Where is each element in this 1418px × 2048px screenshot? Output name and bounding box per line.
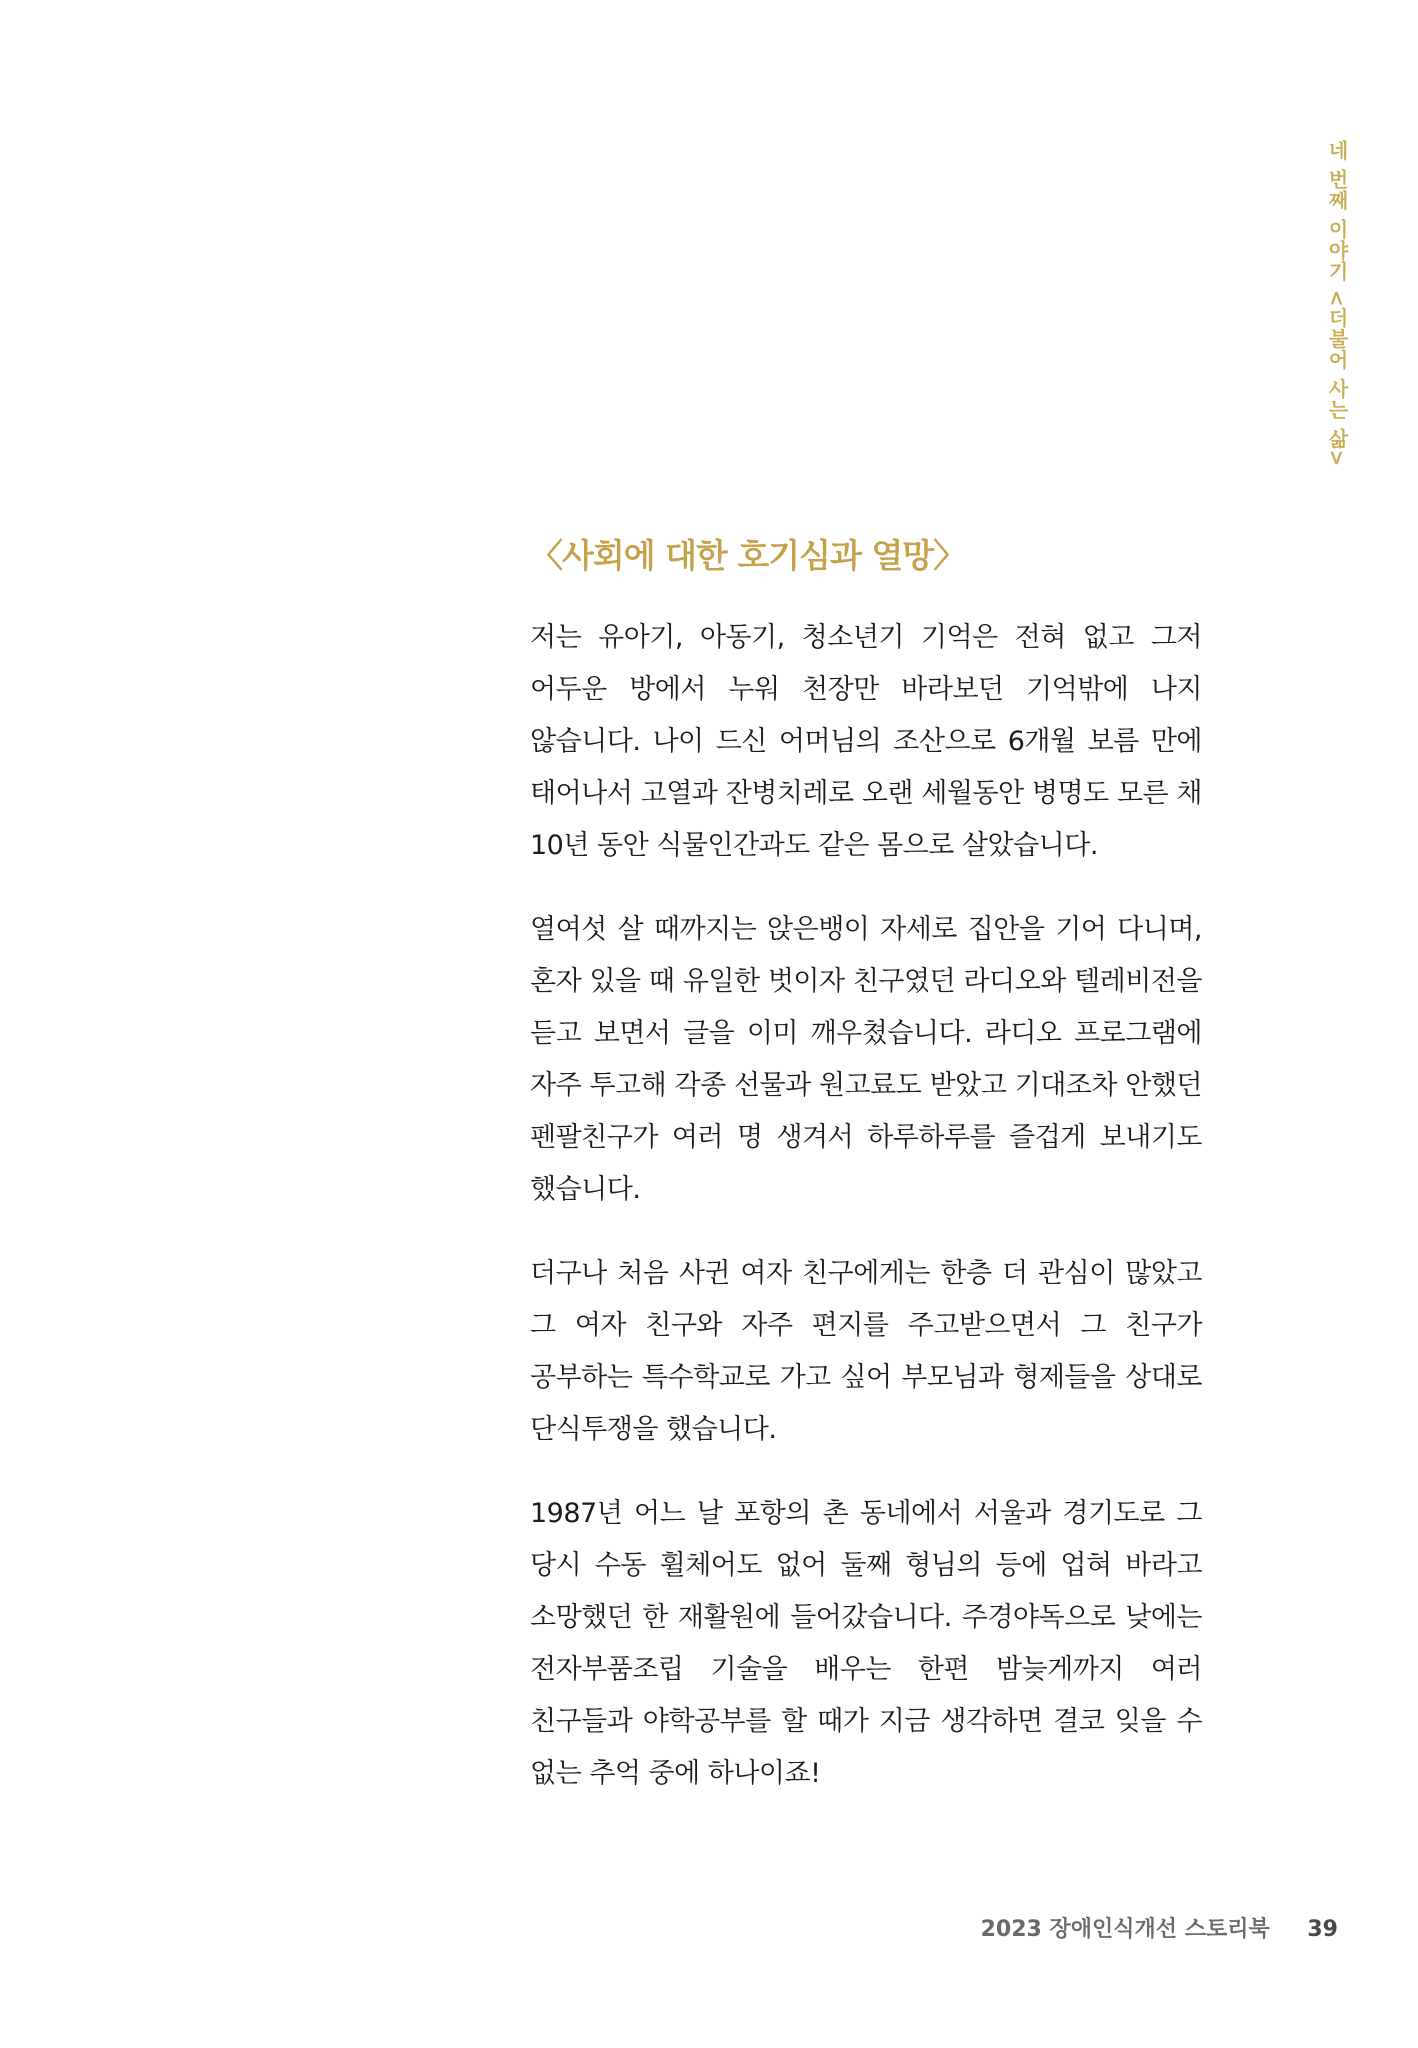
paragraph-1: 저는 유아기, 아동기, 청소년기 기억은 전혀 없고 그저 어두운 방에서 누워 천장만 바라보던 기억밖에 나지 않습니다. 나이 드신 어머님의 조산으로 6개월 보름 만에 태어나서 고열과 잔병치레로 오랜 세월동안 병명도 모른 채 10년 동안 식물인간과도 같은 몸으로 살았습니다. xyxy=(530,622,1202,861)
page-number: 39 xyxy=(1307,1917,1338,1942)
section-heading: 〈사회에 대한 호기심과 열망〉 xyxy=(530,536,966,575)
footer-book-title: 2023 장애인식개선 스토리북 xyxy=(980,1917,1270,1942)
paragraph-2: 열여섯 살 때까지는 앉은뱅이 자세로 집안을 기어 다니며, 혼자 있을 때 유일한 벗이자 친구였던 라디오와 텔레비전을 듣고 보면서 글을 이미 깨우쳤습니다. 라디오 프로그램에 자주 투고해 각종 선물과 원고료도 받았고 기대조차 안했던 펜팔친구가 여러 명 생겨서 하루하루를 즐겁게 보내기도 했습니다. xyxy=(530,914,1202,1205)
paragraph-3: 더구나 처음 사귄 여자 친구에게는 한층 더 관심이 많았고 그 여자 친구와 자주 편지를 주고받으면서 그 친구가 공부하는 특수학교로 가고 싶어 부모님과 형제들을 상대로 단식투쟁을 했습니다. xyxy=(530,1258,1202,1445)
chapter-side-title: 네 번째 이야기 <더불어 사는 삶> xyxy=(1325,140,1349,468)
body-text xyxy=(530,612,1202,1832)
paragraph-4: 1987년 어느 날 포항의 촌 동네에서 서울과 경기도로 그 당시 수동 휠체어도 없어 둘째 형님의 등에 업혀 바라고 소망했던 한 재활원에 들어갔습니다. 주경야독으로 낮에는 전자부품조립 기술을 배우는 한편 밤늦게까지 여러 친구들과 야학공부를 할 때가 지금 생각하면 결코 잊을 수 없는 추억 중에 하나이죠! xyxy=(530,1498,1202,1789)
page-footer xyxy=(981,1912,1338,1943)
